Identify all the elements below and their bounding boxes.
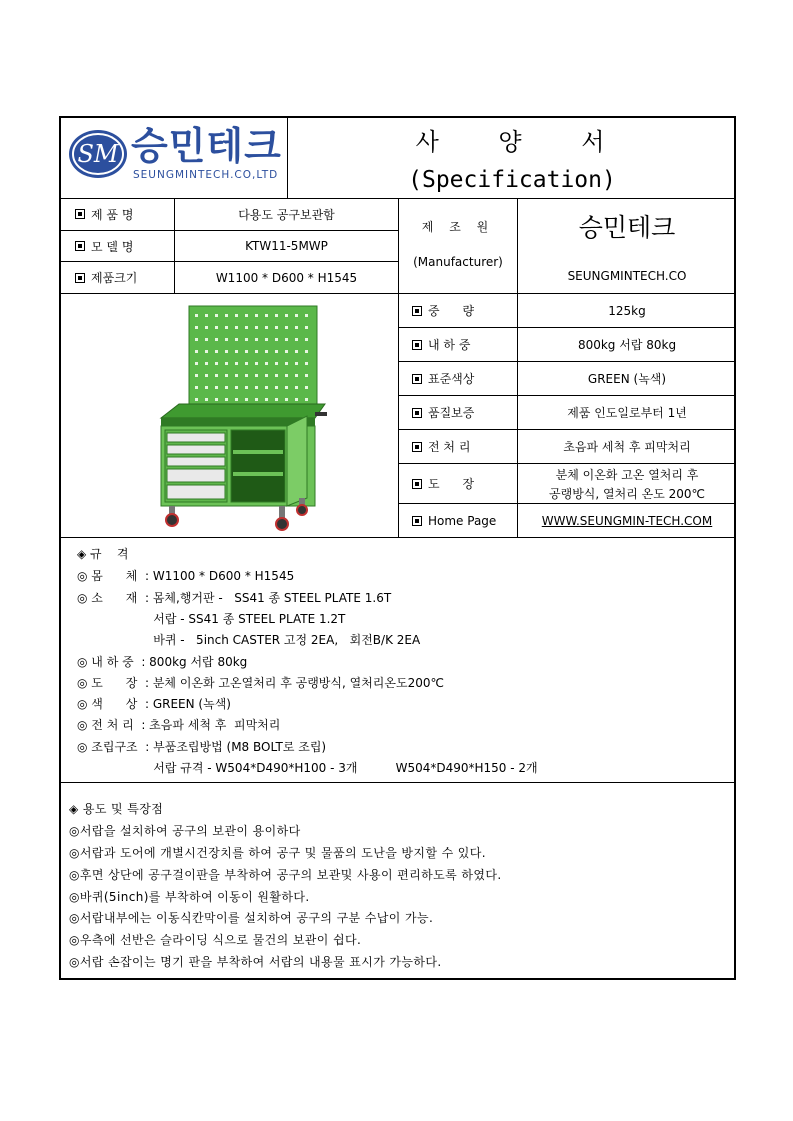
info-value: 다용도 공구보관함 bbox=[238, 207, 335, 222]
svg-text:SM: SM bbox=[77, 140, 119, 168]
logo-name: 승민테크 bbox=[131, 124, 282, 168]
info-label: 모 델 명 bbox=[75, 231, 133, 261]
prop-value: 125kg bbox=[608, 303, 646, 318]
spec-line: 서랍 규격 - W504*D490*H100 - 3개 W504*D490*H150 - 2개 bbox=[77, 761, 538, 775]
prop-label: 중 량 bbox=[412, 294, 474, 327]
maker-name: 승민테크 bbox=[578, 213, 676, 242]
feature-item: ◎서랍을 설치하여 공구의 보관이 용이하다 bbox=[69, 824, 301, 838]
square-bullet-icon bbox=[412, 408, 422, 418]
square-bullet-icon bbox=[75, 273, 85, 283]
maker-label-en: (Manufacturer) bbox=[413, 255, 503, 269]
doc-title: 사 양 서 bbox=[415, 127, 631, 156]
prop-value: 분체 이온화 고온 열처리 후 bbox=[555, 467, 699, 482]
feature-item: ◎서랍과 도어에 개별시건장치를 하여 공구 및 물품의 도난을 방지할 수 있다. bbox=[69, 846, 486, 860]
prop-value: 800kg 서랍 80kg bbox=[577, 338, 677, 352]
feature-item: ◎후면 상단에 공구걸이판을 부착하여 공구의 보관및 사용이 편리하도록 하였다. bbox=[69, 868, 502, 882]
feature-item: ◎서랍내부에는 이동식칸막이를 설치하여 공구의 구분 수납이 가능. bbox=[69, 911, 434, 925]
info-label: 제 품 명 bbox=[75, 198, 133, 230]
info-value: W1100 * D600 * H1545 bbox=[215, 270, 358, 285]
prop-label: 표준색상 bbox=[412, 362, 474, 395]
maker-label: 제 조 원 bbox=[421, 219, 495, 234]
feature-item: ◎서랍 손잡이는 명기 판을 부착하여 서랍의 내용물 표시가 가능하다. bbox=[69, 955, 442, 969]
company-logo bbox=[67, 124, 285, 184]
spec-line: ◎ 색 상 : GREEN (녹색) bbox=[77, 697, 231, 711]
square-bullet-icon bbox=[412, 442, 422, 452]
divider bbox=[398, 198, 399, 537]
spec-line: ◎ 전 처 리 : 초음파 세척 후 피막처리 bbox=[77, 718, 281, 732]
prop-label: Home Page bbox=[412, 504, 496, 537]
homepage-link[interactable]: WWW.SEUNGMIN-TECH.COM bbox=[541, 513, 713, 528]
spec-heading: ◈ 규 격 bbox=[77, 547, 129, 561]
sm-logo-icon bbox=[67, 128, 129, 180]
square-bullet-icon bbox=[412, 374, 422, 384]
prop-value: 제품 인도일로부터 1년 bbox=[567, 406, 687, 420]
prop-value: 초음파 세척 후 피막처리 bbox=[563, 440, 691, 454]
spec-line: ◎ 조립구조 : 부품조립방법 (M8 BOLT로 조립) bbox=[77, 740, 327, 754]
divider bbox=[61, 782, 736, 783]
spec-sheet bbox=[59, 116, 736, 980]
prop-value: 공랭방식, 열처리 온도 200℃ bbox=[549, 487, 705, 501]
divider bbox=[61, 537, 736, 538]
features-heading: ◈ 용도 및 특장점 bbox=[69, 802, 164, 816]
maker-domain: SEUNGMINTECH.CO bbox=[567, 269, 687, 283]
square-bullet-icon bbox=[412, 516, 422, 526]
square-bullet-icon bbox=[412, 306, 422, 316]
logo-subtitle: SEUNGMINTECH.CO,LTD bbox=[133, 169, 279, 181]
spec-line: 서랍 - SS41 종 STEEL PLATE 1.2T bbox=[77, 612, 346, 626]
product-image bbox=[155, 304, 331, 532]
square-bullet-icon bbox=[412, 479, 422, 489]
prop-label: 내 하 중 bbox=[412, 328, 470, 361]
feature-item: ◎우측에 선반은 슬라이딩 식으로 물건의 보관이 쉽다. bbox=[69, 933, 362, 947]
info-value: KTW11-5MWP bbox=[245, 239, 328, 253]
square-bullet-icon bbox=[412, 340, 422, 350]
feature-item: ◎바퀴(5inch)를 부착하여 이동이 원활하다. bbox=[69, 890, 310, 904]
prop-value: GREEN (녹색) bbox=[587, 372, 667, 386]
info-label: 제품크기 bbox=[75, 262, 137, 293]
square-bullet-icon bbox=[75, 209, 85, 219]
spec-line: ◎ 소 재 : 몸체,행거판 - SS41 종 STEEL PLATE 1.6T bbox=[77, 591, 392, 605]
spec-line: 바퀴 - 5inch CASTER 고정 2EA, 회전B/K 2EA bbox=[77, 633, 421, 647]
prop-label: 도 장 bbox=[412, 464, 474, 503]
prop-label: 품질보증 bbox=[412, 396, 474, 429]
square-bullet-icon bbox=[75, 241, 85, 251]
spec-line: ◎ 내 하 중 : 800kg 서랍 80kg bbox=[77, 655, 248, 669]
spec-line: ◎ 도 장 : 분체 이온화 고온열처리 후 공랭방식, 열처리온도200℃ bbox=[77, 676, 444, 690]
prop-label: 전 처 리 bbox=[412, 430, 470, 463]
doc-subtitle: (Specification) bbox=[408, 167, 616, 193]
spec-line: ◎ 몸 체 : W1100 * D600 * H1545 bbox=[77, 569, 295, 583]
